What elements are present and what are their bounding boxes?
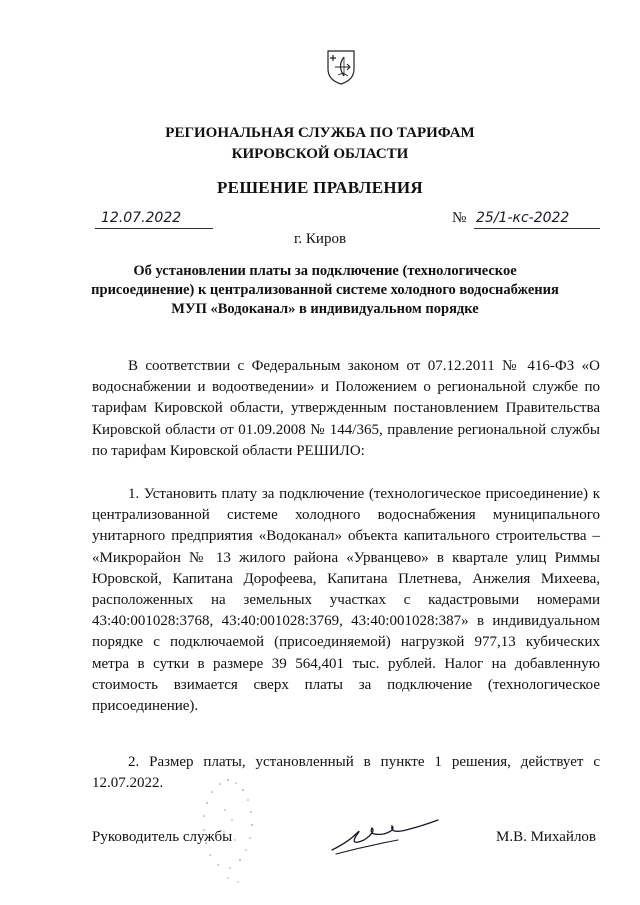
paragraph-preamble: В соответствии с Федеральным законом от 07.12.2011 № 416-ФЗ «О водоснабжении и водоотведении» и Положением о региональной службе по тарифам Кировской области, утвержденным постановлением Правительства Кировской области от 01.09.2008 № 144/365, правление региональной службы по тарифам Кировской области РЕШИЛО: [92,358,600,459]
document-date-field [95,210,213,229]
signer-name: М.В. Михайлов [496,829,597,845]
document-date: 12.07.2022 [101,210,182,226]
document-city: г. Киров [293,231,347,247]
document-number-line [474,210,600,229]
organization-name-line1: РЕГИОНАЛЬНАЯ СЛУЖБА ПО ТАРИФАМ [165,125,475,141]
document-number-field [452,208,600,228]
document-number: 25/1-кс-2022 [476,210,570,226]
paragraph-item-2: 2. Размер платы, установленный в пункте 1 решения, действует с 12.07.2022. [92,754,600,792]
kirov-coat-of-arms-icon [326,49,356,85]
number-sign: № [452,210,467,226]
document-subject: Об установлении платы за подключение (технологическое присоединение) к централизованной системе холодного водоснабжения МУП «Водоканал» в индивидуальном порядке [91,263,559,317]
paragraph-item-1: 1. Установить плату за подключение (технологическое присоединение) к централизованной системе холодного водоснабжения муниципального унитарного предприятия «Водоканал» объекта капитального строительства – «Микрорайон № 13 жилого района «Урванцево» в квартале улиц Риммы Юровской, Капитана Дорофеева, Капитана Плетнева, Анжелия Михеева, расположенных на земельных участках с кадастровыми номерами 43:40:001028:3768, 43:40:001028:3769, 43:40:001028:387» в индивидуальном порядке с подключаемой (присоединяемой) нагрузкой 977,13 кубических метра в сутки в размере 39 564,401 тыс. рублей. Налог на добавленную стоимость взимается сверх платы за подключение (технологическое присоединение). [92,486,600,715]
handwritten-signature-icon [326,816,442,858]
organization-name-line2: КИРОВСКОЙ ОБЛАСТИ [231,146,409,162]
document-type-title: РЕШЕНИЕ ПРАВЛЕНИЯ [217,178,423,197]
signer-position-label: Руководитель службы [92,829,233,845]
